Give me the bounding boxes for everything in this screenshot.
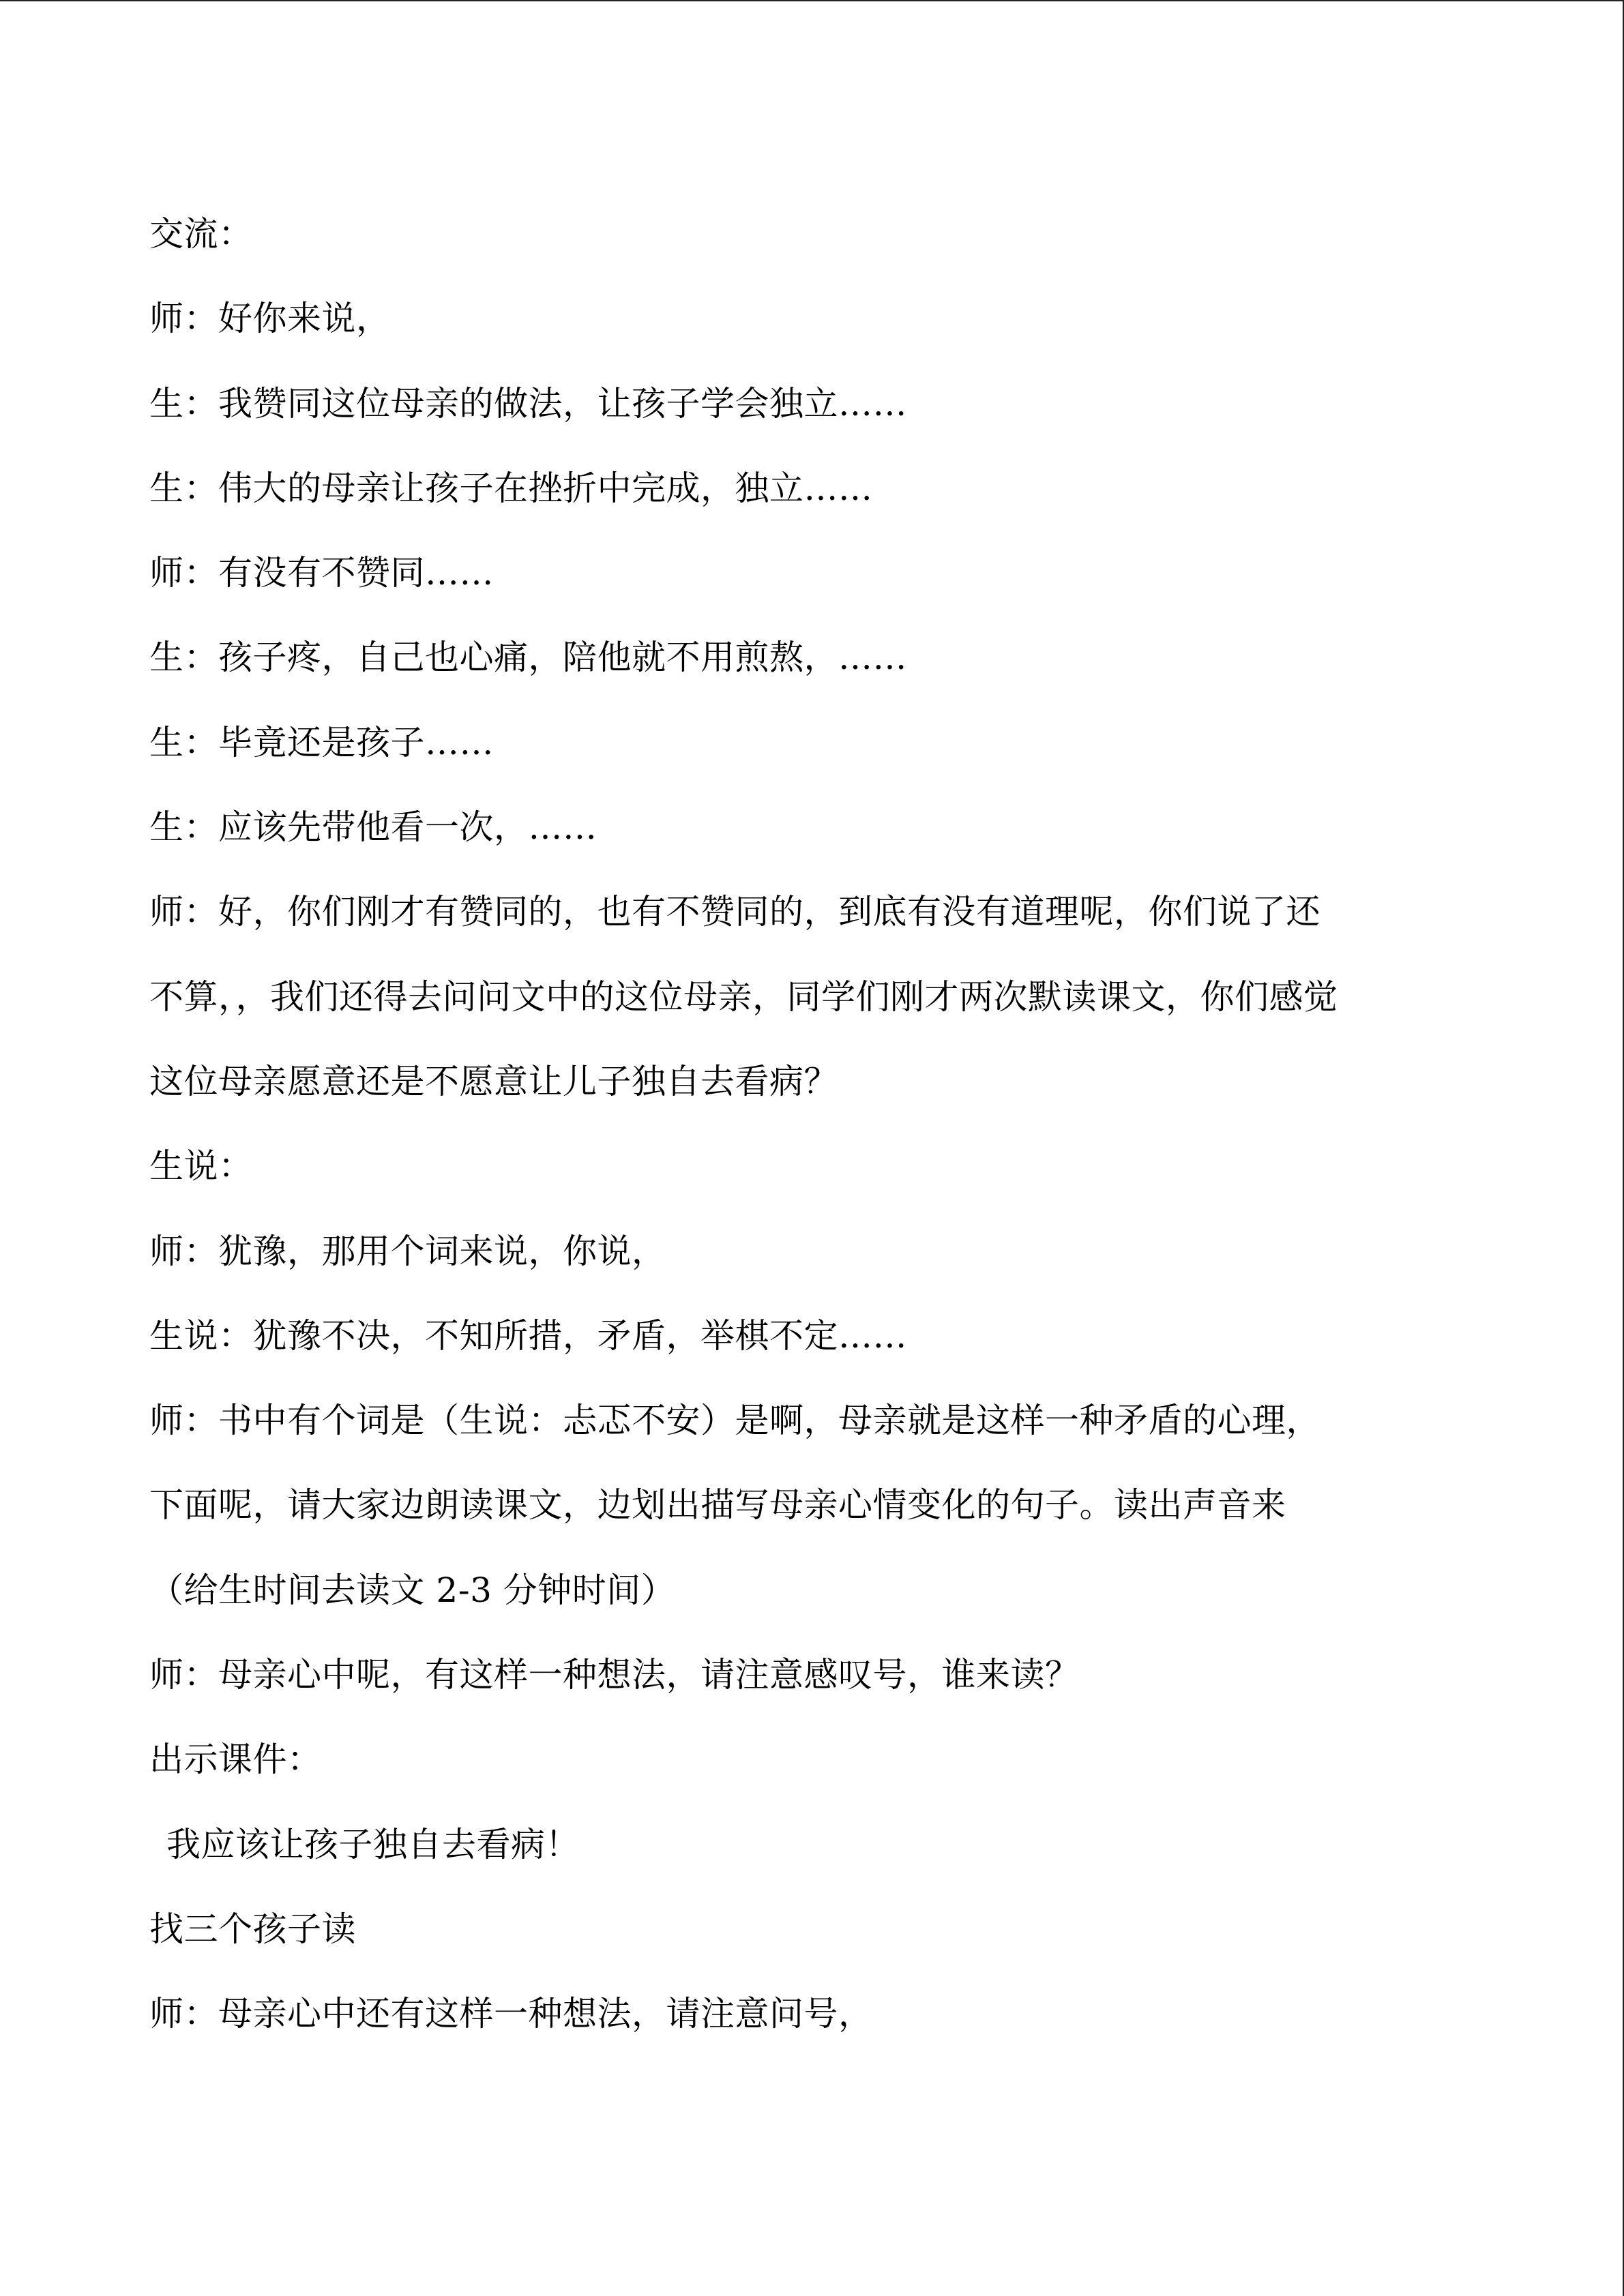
text-line: （给生时间去读文 2-3 分钟时间） (149, 1570, 676, 1610)
text-line: 下面呢，请大家边朗读课文，边划出描写母亲心情变化的句子。读出声音来 (149, 1485, 1286, 1525)
text-line: 这位母亲愿意还是不愿意让儿子独自去看病？ (149, 1061, 838, 1101)
text-line: 生：我赞同这位母亲的做法，让孩子学会独立…… (149, 383, 907, 423)
text-line: 生说： (149, 1146, 253, 1187)
text-line: 师：母亲心中还有这样一种想法，请注意问号， (149, 1994, 873, 2034)
text-line: 生：应该先带他看一次，…… (149, 807, 597, 848)
text-line-indented: 我应该让孩子独自去看病！ (166, 1824, 580, 1864)
text-line: 师：好你来说， (149, 299, 391, 339)
text-line: 找三个孩子读 (149, 1909, 356, 1949)
text-line: 师：好，你们刚才有赞同的，也有不赞同的，到底有没有道理呢，你们说了还 (149, 892, 1320, 932)
lesson-transcript (149, 210, 1486, 2075)
text-line: 出示课件： (149, 1740, 322, 1780)
text-line: 师：犹豫，那用个词来说，你说， (149, 1231, 666, 1271)
text-line: 师：有没有不赞同…… (149, 553, 494, 593)
text-line: 不算，，我们还得去问问文中的这位母亲，同学们刚才两次默读课文，你们感觉 (149, 976, 1338, 1017)
text-line: 生：孩子疼，自己也心痛，陪他就不用煎熬，…… (149, 638, 907, 678)
text-line: 生：毕竟还是孩子…… (149, 722, 494, 762)
text-line: 交流： (149, 214, 253, 254)
text-line: 师：书中有个词是（生说：忐忑不安）是啊，母亲就是这样一种矛盾的心理， (149, 1401, 1320, 1441)
text-line: 师：母亲心中呢，有这样一种想法，请注意感叹号，谁来读？ (149, 1655, 1080, 1695)
text-line: 生：伟大的母亲让孩子在挫折中完成，独立…… (149, 468, 873, 508)
text-line: 生说：犹豫不决，不知所措，矛盾，举棋不定…… (149, 1315, 907, 1356)
